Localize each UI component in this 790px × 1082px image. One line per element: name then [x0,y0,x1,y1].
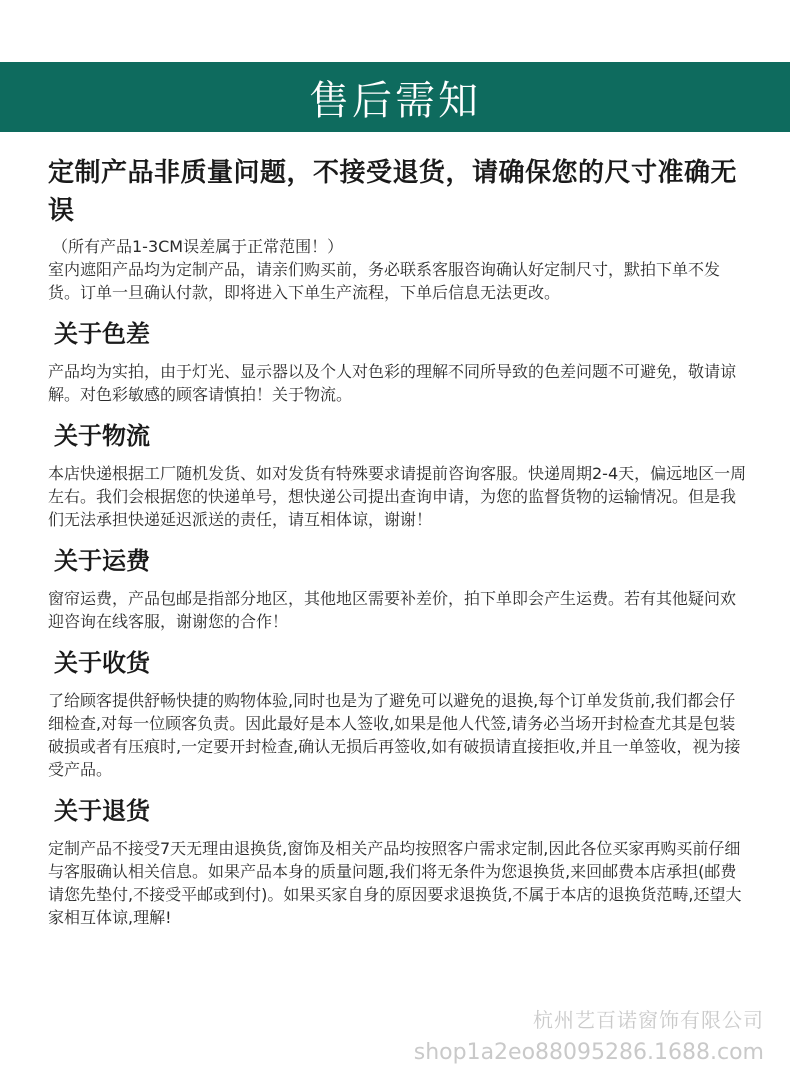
custom-order-paragraph: 室内遮阳产品均为定制产品，请亲们购买前，务必联系客服咨询确认好定制尺寸，默拍下单不发货。订单一旦确认付款，即将进入下单生产流程，下单后信息无法更改。 [48,260,721,302]
section-body: 窗帘运费，产品包邮是指部分地区，其他地区需要补差价，拍下单即会产生运费。若有其他疑问欢迎咨询在线客服，谢谢您的合作！ [48,589,737,631]
header-banner [0,62,790,132]
shop-url-watermark: shop1a2eo88095286.1688.com [413,1040,764,1065]
section-heading: 关于退货 [54,796,150,825]
section-body: 了给顾客提供舒畅快捷的购物体验,同时也是为了避免可以避免的退换,每个订单发货前,我们都会仔细检查,对每一位顾客负责。因此最好是本人签收,如果是他人代签,请务必当场开封检查尤其是包装破损或者有压痕时,一定要开封检查,确认无损后再签收,如有破损请直接拒收,并且一单签收，视为接受产品。 [48,691,741,779]
section-returns [48,795,748,929]
company-watermark: 杭州艺百诺窗饰有限公司 [533,1008,764,1032]
section-heading: 关于收货 [54,648,150,677]
tolerance-note: （所有产品1-3CM误差属于正常范围！） [52,237,344,256]
section-color-difference [48,318,748,406]
section-heading: 关于物流 [54,421,150,450]
main-content [48,154,748,929]
section-heading: 关于运费 [54,546,150,575]
section-body: 定制产品不接受7天无理由退换货,窗饰及相关产品均按照客户需求定制,因此各位买家再购买前仔细与客服确认相关信息。如果产品本身的质量问题,我们将无条件为您退换货,来回邮费本店承担(邮费请您先垫付,不接受平邮或到付)。如果买家自身的原因要求退换货,不属于本店的退换货范畴,还望大家相互体谅,理解! [48,839,742,927]
section-heading: 关于色差 [54,319,150,348]
section-receiving [48,647,748,781]
page-title: 售后需知 [309,77,481,124]
lead-headline: 定制产品非质量问题，不接受退货，请确保您的尺寸准确无误 [48,158,738,226]
section-shipping-fee [48,545,748,633]
section-logistics [48,420,748,531]
section-body: 产品均为实拍，由于灯光、显示器以及个人对色彩的理解不同所导致的色差问题不可避免，敬请谅解。对色彩敏感的顾客请慎拍！关于物流。 [48,362,737,404]
section-body: 本店快递根据工厂随机发货、如对发货有特殊要求请提前咨询客服。快递周期2-4天，偏远地区一周左右。我们会根据您的快递单号，想快递公司提出查询申请，为您的监督货物的运输情况。但是我们无法承担快递延迟派送的责任，请互相体谅，谢谢！ [48,464,747,529]
